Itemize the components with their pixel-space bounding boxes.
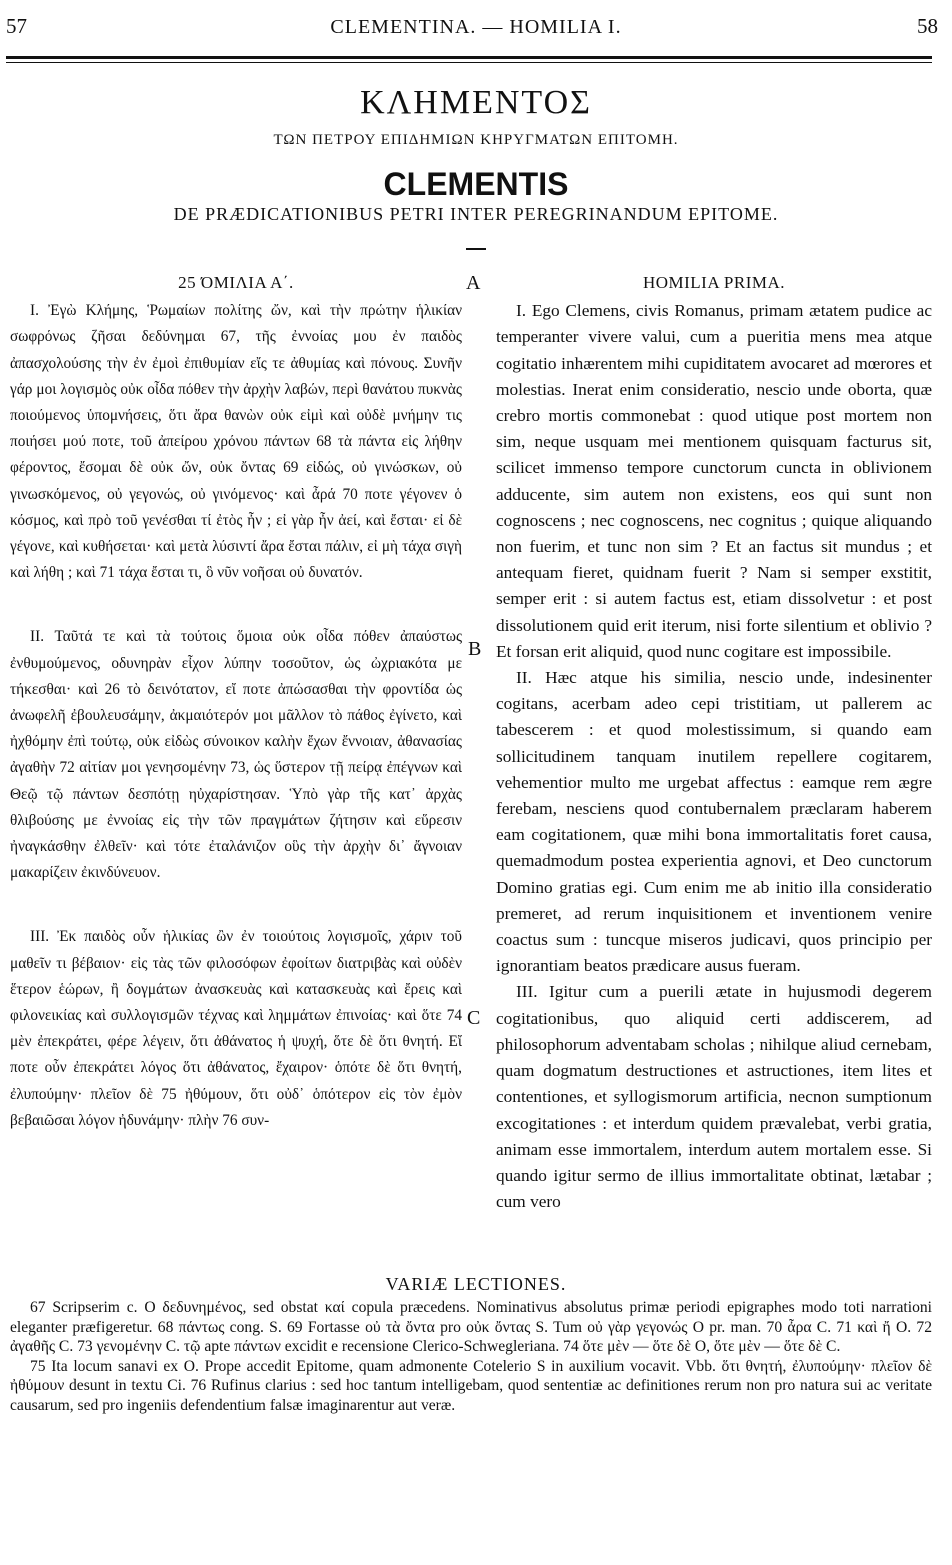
paragraph-gap: [10, 586, 462, 624]
variae-lectiones-heading: VARIÆ LECTIONES.: [385, 1274, 567, 1294]
margin-marker-a: A: [466, 272, 481, 294]
greek-column-heading: 25 ΌΜΙΛΙΑ Α΄.: [178, 273, 294, 292]
greek-paragraph-2: II. Ταῦτά τε καὶ τὰ τούτοις ὅμοια οὐκ οἶδα πόθεν ἀπαύστως ἐνθυμούμενος, οδυνηρὰν εἶχον λύπην τοσοῦτον, ὡς ὠχριακότα με τήκεσθαι· καὶ 26 τὸ δεινότατον, εἴ ποτε ἀπώσασθαι τὴν φροντίδα ὡς ἀνωφελῆ ἐβουλευσάμην, ἀκμαιότερόν μοι μᾶλλον τὸ πάθος ἐγίνετο, καὶ ἠχθόμην ἐπὶ τούτῳ, οὐκ εἰδὼς σύνοικον καλὴν ἔχων ἔννοιαν, ἀθανασίας ἀγαθὴν 72 αἰτίαν μοι γενησομένην 73, ὡς ὕστερον τῇ πείρᾳ ἐπέγνων καὶ Θεῷ τῷ πάντων δεσπότῃ ηὐχαρίστησαν. Ὑπὸ γὰρ τῆς κατ᾽ ἀρχὰς θλιβούσης με ἐννοίας εἰς τὴν τῶν πραγμάτων ζήτησιν καὶ εὕρεσιν ἠναγκάσθην ἐλθεῖν· καὶ τότε ἐταλάνιζον οὓς τὴν ἀρχὴν δι᾽ ἄγνοιαν μακαρίζειν ἐκινδύνευον.: [10, 628, 462, 882]
latin-paragraph-1: I. Ego Clemens, civis Romanus, primam ætatem pudice ac temperanter vivere valui, cum a pueritia mens mea atque cogitatio inhærentem mihi cupiditatem avocaret ad mœrores et molestias. Inerat enim consideratio, nescio unde oborta, quæ crebro mortis commonebat : quod utique post mortem non sim, neque usquam mei mentionem quisquam facturus sit, scilicet immenso tempore cunctorum cuncta in oblivionem adducente, sim autem non existens, eos qui sunt non cognoscens ; nec cognoscens, nec cognitus ; quique aliquando non fuerim, et tunc non sim ? Et an factus sit mundus ; et antequam fieret, quidnam fuerit ? Nam si semper exstitit, semper erit : si autem factus est, etiam dissolvetur : et post dissolutionem quid erit iterum, nisi forte silentium et oblivio ? Et forsan erit aliquid, quod nunc cogitare est impossibile.: [496, 301, 932, 661]
margin-marker-b: B: [468, 638, 482, 660]
page-number-left: 57: [6, 14, 27, 38]
footnote: 75 Ita locum sanavi ex O. Prope accedit Epitome, quam admonente Cotelerio S in auxilium vocavit. Vbb. ὅτι θνητή, ἐλυπούμην· πλεῖον δὲ ἠθύμουν desunt in textu Ci. 76 Rufinus clarius : sed hoc tantum intelligebam, quod sententiæ ac definitiones rerum non pro natura sui ac veritate causarum, sed pro ingeniis defendentium falsæ imaginarentur aut veræ.: [10, 1357, 932, 1414]
greek-paragraph-1: I. Ἐγὼ Κλήμης, Ῥωμαίων πολίτης ὤν, καὶ τὴν πρώτην ἡλικίαν σωφρόνως ζῆσαι δεδύνημαι 67, τῆς ἐννοίας μου ἐν παιδὸς ἀπασχολούσης τὴν ἐν ἐμοὶ ἐπιθυμίαν εἴς τε ἀθυμίας καὶ πόνους. Συνῆν γάρ μοι λογισμὸς οὐκ οἶδα πόθεν τὴν ἀρχὴν λαβών, περὶ θανάτου πυκνὰς ποιούμενος ὑπομνήσεις, ὅτι ἄρα θανὼν οὐκ εἰμὶ καὶ οὐδὲ μνήμην τις ποιήσει μού ποτε, τοῦ ἀπείρου χρόνου πάντων 68 τὰ πάντα εἰς λήθην φέροντος, ἔσομαι δὲ οὐκ ὤν, οὐκ ὄντας 69 εἰδώς, οὐ γινώσκων, οὐ γινωσκόμενος, οὐ γεγονώς, οὐ γινόμενος· καὶ ἆρά 70 ποτε γέγονεν ὁ κόσμος, καὶ πρὸ τοῦ γενέσθαι τί ἐτὸς ἦν ; εἰ γὰρ ἦν ἀεί, καὶ ἔσται· εἰ δὲ γέγονε, καὶ κυθήσεται· καὶ μετὰ λύσιντί ἄρα ἔσται πάλιν, εἰ μὴ τάχα σιγὴ καὶ λήθη ; καὶ 71 τάχα ἔσται τι, ὃ νῦν νοῆσαι οὐ δυνατόν.: [10, 302, 462, 582]
latin-column-heading: HOMILIA PRIMA.: [642, 273, 786, 292]
variae-lectiones-notes: [10, 1298, 932, 1415]
page-header: [0, 14, 952, 48]
running-head: CLEMENTINA. — HOMILIA I.: [330, 16, 622, 38]
paragraph-gap: [10, 886, 462, 924]
title-separator: [466, 248, 486, 250]
latin-subtitle: DE PRÆDICATIONIBUS PETRI INTER PEREGRINANDUM EPITOME.: [173, 204, 779, 224]
latin-column: [496, 270, 932, 1215]
greek-subtitle: ΤΩΝ ΠΕΤΡΟΥ ΕΠΙΔΗΜΙΩΝ ΚΗΡΥΓΜΑΤΩΝ ΕΠΙΤΟΜΗ.: [273, 132, 679, 148]
greek-paragraph-3: III. Ἐκ παιδὸς οὖν ἡλικίας ὢν ἐν τοιούτοις λογισμοῖς, χάριν τοῦ μαθεῖν τι βέβαιον· εἰς τὰς τῶν φιλοσόφων ἐφοίτων διατριβὰς καὶ οὐδὲν ἕτερον ἑώρων, ἢ δογμάτων ἀνασκευὰς καὶ κατασκευὰς καὶ ἔρεις καὶ φιλονεικίας καὶ συλλογισμῶν τέχνας καὶ λημμάτων ἐπινοίας· καὶ ὅτε 74 μὲν ἐπεκράτει, φέρε λέγειν, ὅτι ἀθάνατος ἡ ψυχή, ὅτε δὲ ὅτι θνητή. Εἴ ποτε οὖν ἐπεκράτει λόγος ὅτι ἀθάνατος, ἔχαιρον· ὁπότε δὲ ὅτι θνητή, ἐλυπούμην· πλεῖον δὲ 75 ἠθύμουν, ὅτι οὐδ᾽ ὁπότερον εἰς τὸν ἐμὸν βεβαιῶσαι λόγον ἠδυνάμην· πλὴν 76 συν-: [10, 928, 462, 1129]
latin-title: CLEMENTIS: [383, 166, 569, 202]
footnote: 67 Scripserim c. O δεδυνημένος, sed obstat καί copula præcedens. Nominativus absolutus primæ periodi epigraphes modo toti narrationi eleganter præfigeretur. 68 πάντως cong. S. 69 Fortasse οὐ τὰ ὄντα pro οὐκ ὄντας S. Tum οὐ γὰρ γεγονώς O pr. man. 70 ἆρα C. 71 καὶ ἤ O. 72 ἀγαθῆς C. 73 γενομένην C. τῷ apte πάντων excidit e recensione Clerico-Schwegleriana. 74 ὅτε μὲν — ὅτε δὲ O, ὅτε μὲν — ὅτε δὲ C.: [10, 1299, 932, 1355]
latin-paragraph-2: II. Hæc atque his similia, nescio unde, indesinenter cogitans, acerbam adeo cepi tristitiam, ut pallerem ac tabescerem : et quod molestissimum, si quando eam sollicitudinem tanquam inutilem repellere cogitarem, vehementior multo me urgebat affectus : eamque rem ægre ferebam, nesciens quod contubernalem præclaram haberem eam cogitationem, quæ mihi bona immortalitatis foret causa, quemadmodum postea experientia agnovi, et Deo cunctorum Domino gratias egi. Cum enim me ab initio illa consideratio premeret, ad rerum inquisitionem et inventionem venire coactus sum : tuncque miseros judicavi, quos principio per ignorantiam beatos prædicare ausus fueram.: [496, 668, 932, 976]
latin-paragraph-3: III. Igitur cum a puerili ætate in hujusmodi degerem cogitationibus, quo aliquid certi addiscerem, ad philosophorum adventabam scholas ; nihilque aliud cernebam, quam dogmatum destructiones et astructiones, item lites et contentiones, et syllogismorum artificia, necnon sumptionum excogitationes : et interdum quidem prævalebat, verbi gratia, animam esse immortalem, interdum autem mortalem esse. Si quando igitur sermo de illius immortalitate obtinat, lætabar ; cum vero: [496, 982, 932, 1212]
header-rule-thick: [6, 56, 932, 59]
greek-title: ΚΛΗΜΕΝΤΟΣ: [360, 84, 592, 121]
margin-marker-c: C: [467, 1007, 481, 1029]
page-number-right: 58: [917, 14, 938, 38]
header-rule-thin: [6, 62, 932, 63]
greek-column: [10, 270, 462, 1134]
